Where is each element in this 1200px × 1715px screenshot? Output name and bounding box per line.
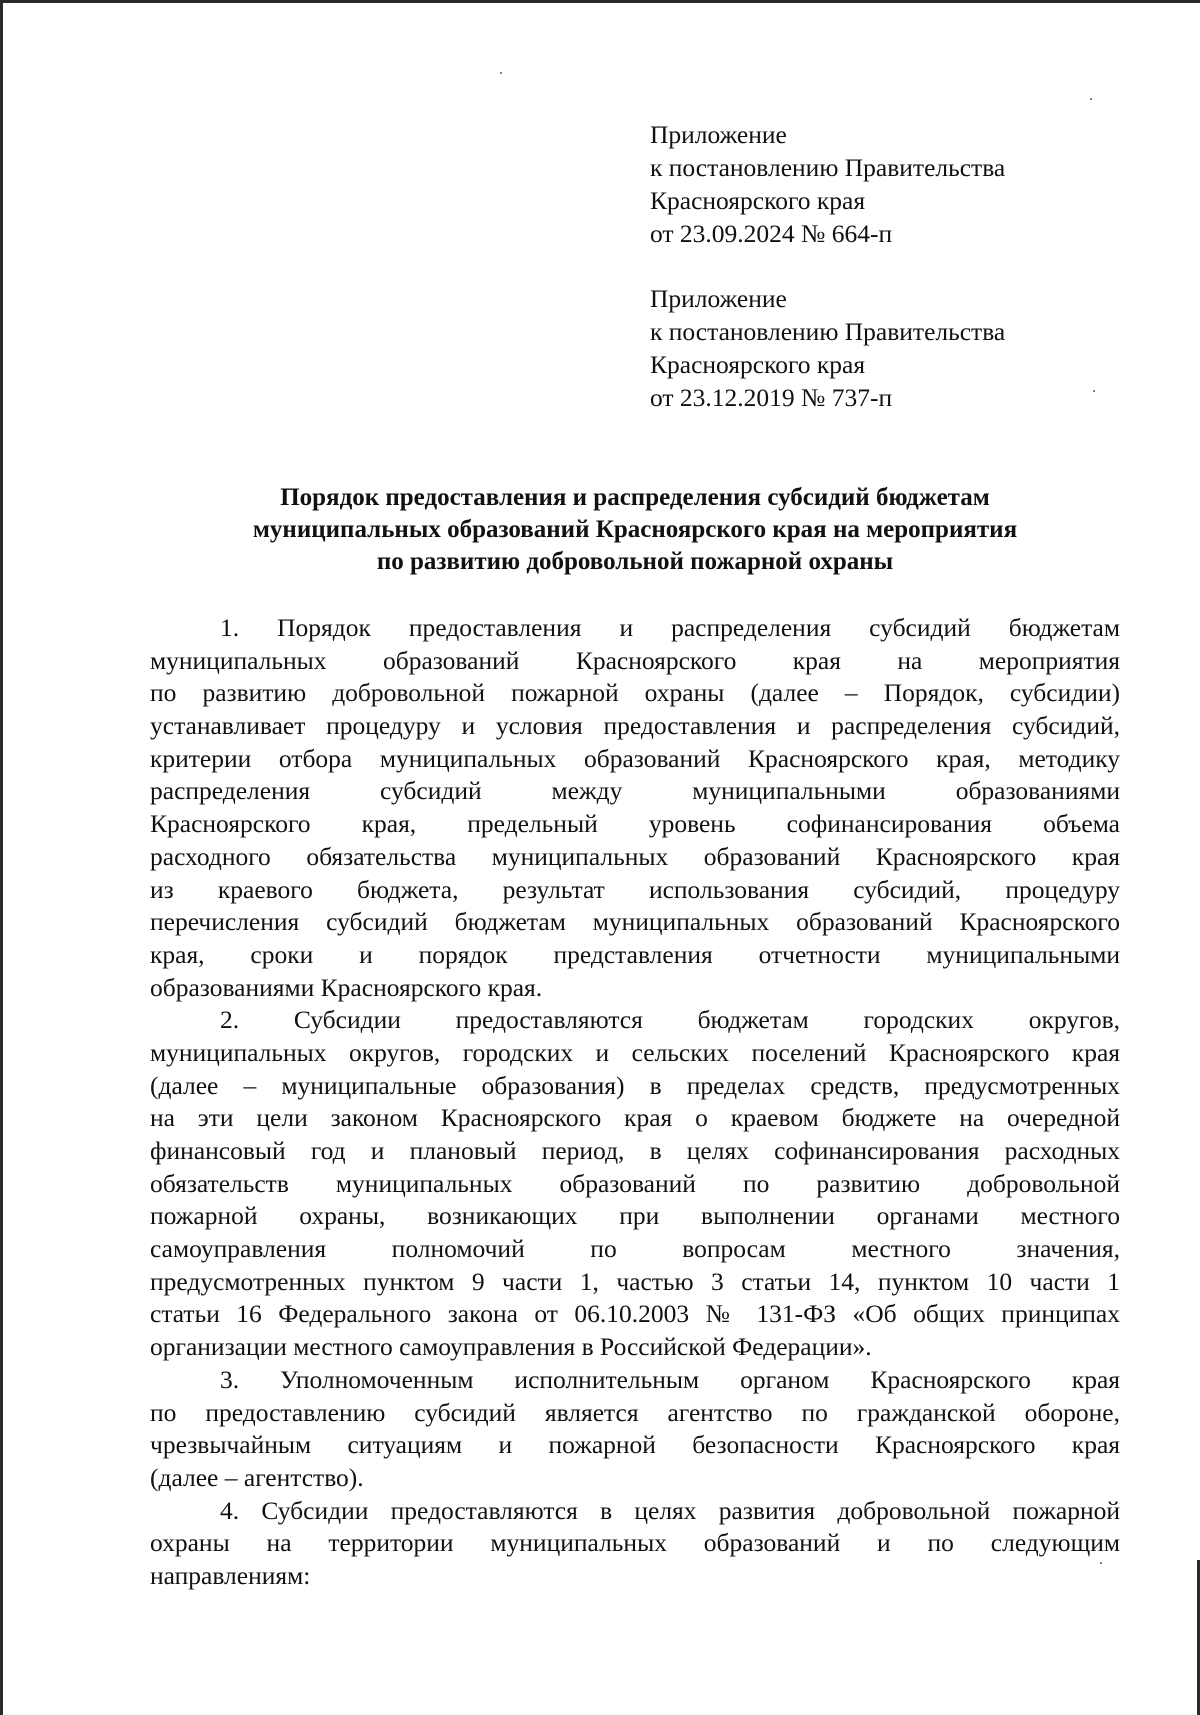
text-line: из краевого бюджета, результат использования субсидий, процедуру: [150, 874, 1120, 904]
text-line: самоуправления полномочий по вопросам местного значения,: [150, 1234, 1120, 1264]
paragraph-3: [150, 1364, 1120, 1495]
text-line: Красноярского края, предельный уровень софинансирования объема: [150, 809, 1120, 839]
title-line: по развитию добровольной пожарной охраны: [376, 548, 894, 575]
text-line: на эти цели законом Красноярского края о краевом бюджете на очередной: [150, 1103, 1120, 1133]
document-body: [150, 612, 1120, 1593]
scan-speck: [1093, 390, 1095, 392]
text-line: 3. Уполномоченным исполнительным органом Красноярского края: [220, 1364, 1120, 1394]
text-line: образованиями Красноярского края.: [150, 972, 543, 1002]
text-line: пожарной охраны, возникающих при выполнении органами местного: [150, 1201, 1120, 1231]
text-line: 1. Порядок предоставления и распределения субсидий бюджетам: [220, 613, 1120, 642]
text-line: направлениям:: [150, 1560, 311, 1590]
paragraph-1: [150, 612, 1120, 1004]
text-line: по развитию добровольной пожарной охраны (далее – Порядок, субсидии): [150, 678, 1120, 708]
scan-border-left: [0, 0, 3, 1715]
text-line: перечисления субсидий бюджетам муниципальных образований Красноярского: [150, 907, 1120, 937]
text-line: 2. Субсидии предоставляются бюджетам городских округов,: [220, 1005, 1120, 1035]
appendix-line: от 23.09.2024 № 664-п: [650, 219, 893, 248]
text-line: (далее – муниципальные образования) в пределах средств, предусмотренных: [150, 1070, 1120, 1100]
text-line: чрезвычайным ситуациям и пожарной безопасности Красноярского края: [150, 1430, 1120, 1460]
scan-border-top: [0, 0, 1200, 3]
text-line: критерии отбора муниципальных образований Красноярского края, методику: [150, 743, 1120, 773]
paragraph-4: [150, 1495, 1120, 1593]
text-line: края, сроки и порядок представления отчетности муниципальными: [150, 939, 1120, 969]
appendix-line: Приложение: [650, 120, 787, 149]
text-line: устанавливает процедуру и условия предоставления и распределения субсидий,: [150, 711, 1120, 741]
title-line: муниципальных образований Красноярского края на мероприятия: [252, 516, 1018, 543]
appendix-line: к постановлению Правительства: [650, 317, 1006, 346]
appendix-line: к постановлению Правительства: [650, 153, 1006, 182]
appendix-line: Красноярского края: [650, 350, 866, 379]
appendix-line: от 23.12.2019 № 737-п: [650, 383, 893, 412]
text-line: финансовый год и плановый период, в целях софинансирования расходных: [150, 1136, 1120, 1165]
text-line: по предоставлению субсидий является агентство по гражданской обороне,: [150, 1397, 1120, 1427]
text-line: (далее – агентство).: [150, 1462, 364, 1492]
text-line: распределения субсидий между муниципальными образованиями: [150, 776, 1120, 806]
appendix-line: Приложение: [650, 284, 787, 313]
scan-speck: [1090, 98, 1092, 100]
text-line: обязательств муниципальных образований по развитию добровольной: [150, 1168, 1120, 1198]
scan-speck: [500, 72, 502, 74]
document-title: [150, 482, 1120, 578]
appendix-header-original: [650, 282, 1090, 414]
paragraph-2: [150, 1004, 1120, 1364]
title-line: Порядок предоставления и распределения субсидий бюджетам: [280, 484, 990, 511]
text-line: муниципальных образований Красноярского края на мероприятия: [150, 645, 1120, 675]
text-line: расходного обязательства муниципальных образований Красноярского края: [150, 841, 1120, 871]
text-line: организации местного самоуправления в Российской Федерации».: [150, 1332, 872, 1362]
text-line: предусмотренных пунктом 9 части 1, частью 3 статьи 14, пунктом 10 части 1: [150, 1266, 1120, 1296]
text-line: статьи 16 Федерального закона от 06.10.2003 № 131-ФЗ «Об общих принципах: [150, 1299, 1120, 1329]
text-line: 4. Субсидии предоставляются в целях развития добровольной пожарной: [220, 1495, 1120, 1525]
appendix-header-current: [650, 118, 1090, 250]
text-line: муниципальных округов, городских и сельских поселений Красноярского края: [150, 1037, 1120, 1067]
text-line: охраны на территории муниципальных образований и по следующим: [150, 1528, 1120, 1558]
appendix-line: Красноярского края: [650, 186, 866, 215]
